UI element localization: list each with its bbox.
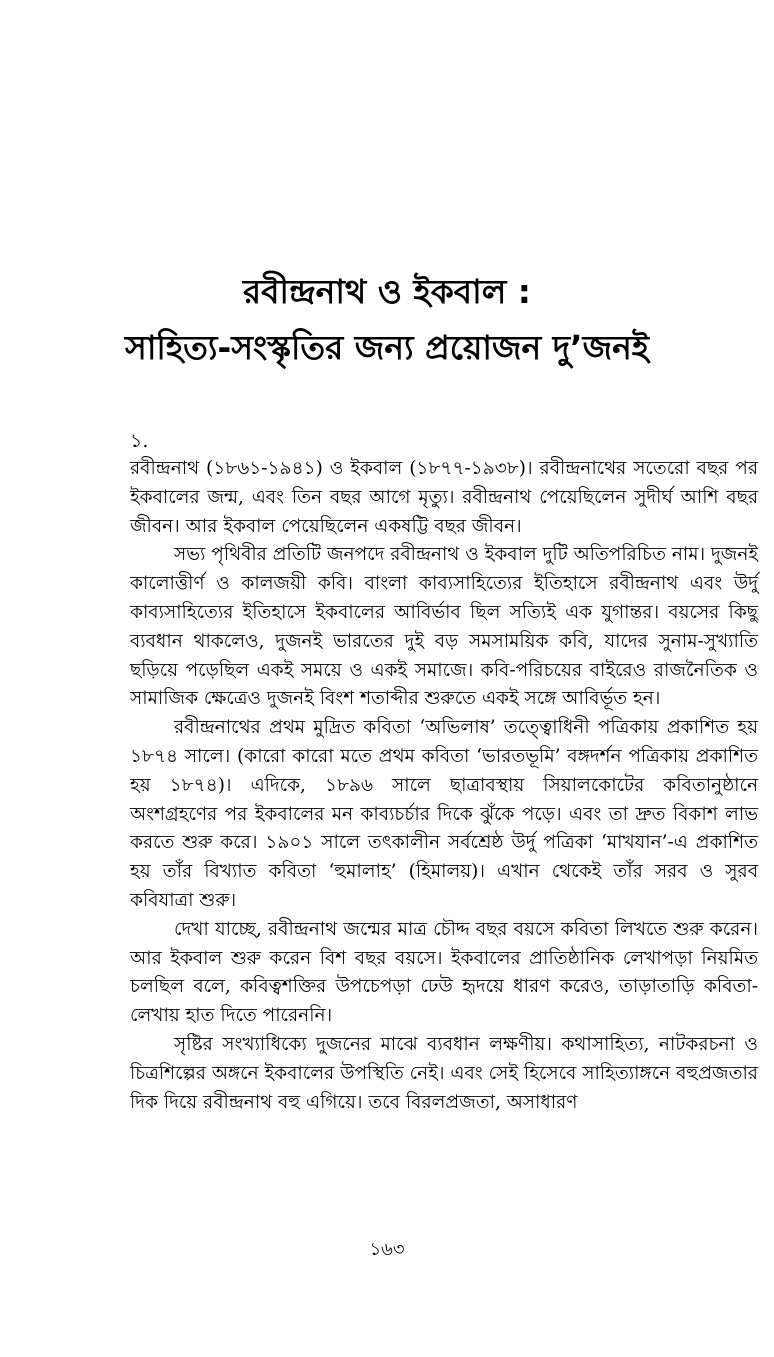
paragraph-1: রবীন্দ্রনাথ (১৮৬১-১৯৪১) ও ইকবাল (১৮৭৭-১৯৩৮)। রবীন্দ্রনাথের সতেরো বছর পর ইকবালের জন্ম, এবং তিন বছর আগে মৃত্যু। রবীন্দ্রনাথ পেয়েছিলেন সুদীর্ঘ আশি বছর জীবন। আর ইকবাল পেয়েছিলেন একষট্টি বছর জীবন। (130, 458, 758, 537)
body-text (130, 455, 758, 1117)
paragraph-5: সৃষ্টির সংখ্যাধিক্যে দুজনের মাঝে ব্যবধান লক্ষণীয়। কথাসাহিত্য, নাটকরচনা ও চিত্রশিল্পের অঙ্গনে ইকবালের উপস্থিতি নেই। এবং সেই হিসেবে সাহিত্যাঙ্গনে বহুপ্রজতার দিক দিয়ে রবীন্দ্রনাথ বহু এগিয়ে। তবে বিরলপ্রজতা, অসাধারণ (130, 1033, 758, 1113)
paragraph-2: সভ্য পৃথিবীর প্রতিটি জনপদে রবীন্দ্রনাথ ও ইকবাল দুটি অতিপরিচিত নাম। দুজনই কালোত্তীর্ণ ও কালজয়ী কবি। বাংলা কাব্যসাহিত্যের ইতিহাসে রবীন্দ্রনাথ এবং উর্দু কাব্যসাহিত্যের ইতিহাসে ইকবালের আবির্ভাব ছিল সত্যিই এক যুগান্তর। বয়সের কিছু ব্যবধান থাকলেও, দুজনই ভারতের দুই বড় সমসাময়িক কবি, যাদের সুনাম-সুখ্যাতি ছড়িয়ে পড়েছিল একই সময়ে ও একই সমাজে। কবি-পরিচয়ের বাইরেও রাজনৈতিক ও সামাজিক ক্ষেত্রেও দুজনই বিংশ শতাব্দীর শুরুতে একই সঙ্গে আবির্ভূত হন। (130, 544, 758, 710)
section-number: ১. (130, 430, 149, 452)
paragraph-4: দেখা যাচ্ছে, রবীন্দ্রনাথ জন্মের মাত্র চৌদ্দ বছর বয়সে কবিতা লিখতে শুরু করেন। আর ইকবাল শুরু করেন বিশ বছর বয়সে। ইকবালের প্রাতিষ্ঠানিক লেখাপড়া নিয়মিত চলছিল বলে, কবিত্বশক্তির উপচেপড়া ঢেউ হৃদয়ে ধারণ করেও, তাড়াতাড়ি কবিতা-লেখায় হাত দিতে পারেননি। (130, 918, 758, 1027)
page-number: ১৬৩ (369, 1239, 405, 1260)
chapter-title-line-1: রবীন্দ্রনাথ ও ইকবাল : (242, 272, 532, 311)
chapter-title-line-2: সাহিত্য-সংস্কৃতির জন্য প্রয়োজন দু’জনই (125, 328, 649, 367)
paragraph-3: রবীন্দ্রনাথের প্রথম মুদ্রিত কবিতা ‘অভিলাষ’ তত্ত্বোধিনী পত্রিকায় প্রকাশিত হয় ১৮৭৪ সালে। (কারো কারো মতে প্রথম কবিতা ‘ভারতভূমি’ বঙ্গদর্শন পত্রিকায় প্রকাশিত হয় ১৮৭৪)। এদিকে, ১৮৯৬ সালে ছাত্রাবস্থায় সিয়ালকোটের কবিতানুষ্ঠানে অংশগ্রহণের পর ইকবালের মন কাব্যচর্চার দিকে ঝুঁকে পড়ে। এবং তা দ্রুত বিকাশ লাভ করতে শুরু করে। ১৯০১ সালে তৎকালীন সর্বশ্রেষ্ঠ উর্দু পত্রিকা ‘মাখযান’-এ প্রকাশিত হয় তাঁর বিখ্যাত কবিতা ‘হুমালাহ’ (হিমালয়)। এখান থেকেই তাঁর সরব ও সুরব কবিযাত্রা শুরু। (130, 717, 758, 911)
